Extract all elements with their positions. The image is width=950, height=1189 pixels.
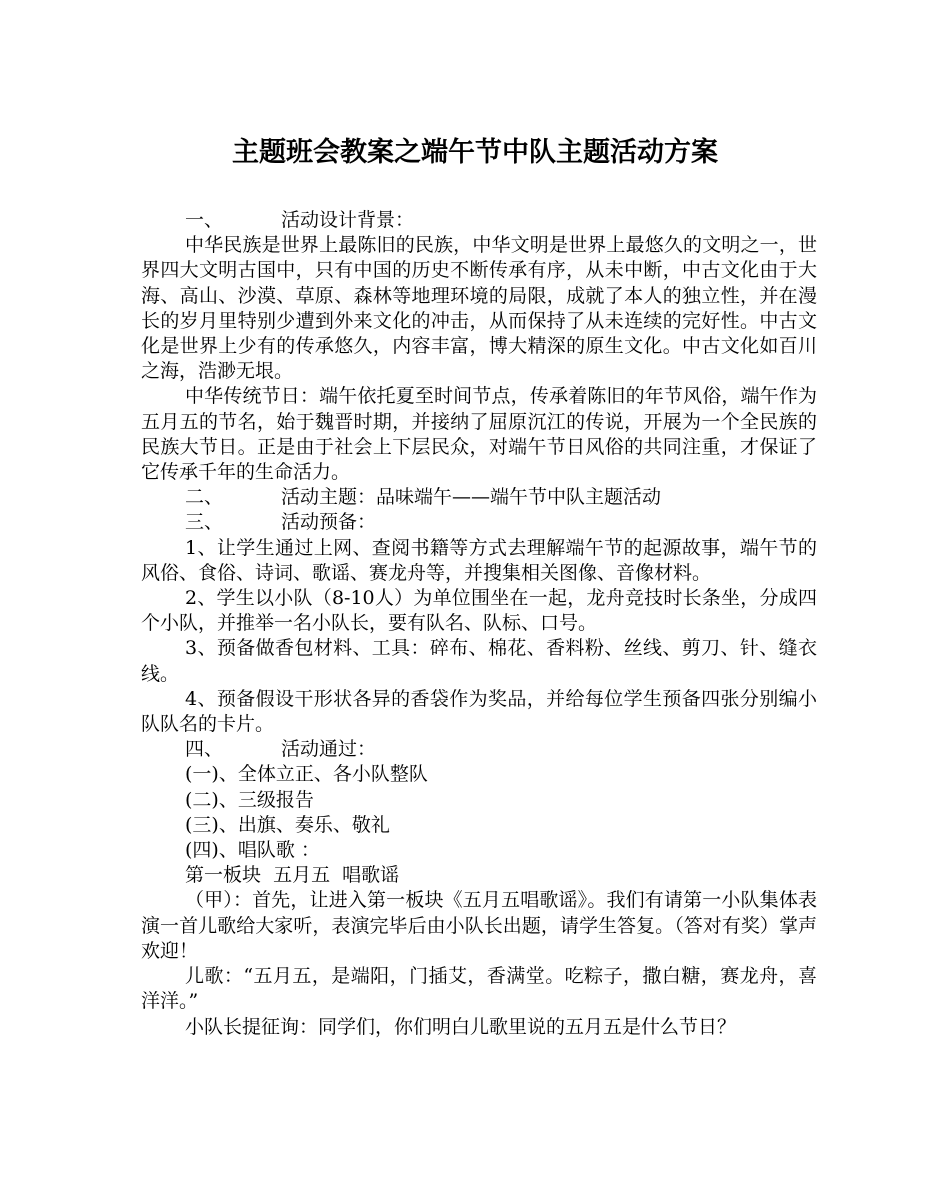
section-number: 三、 <box>185 511 224 534</box>
section-number: 二、 <box>185 486 224 509</box>
section-heading-preparation <box>141 510 817 535</box>
process-step: (一)、全体立正、各小队整队 <box>185 763 428 786</box>
document-body <box>141 208 817 1040</box>
list-item: 2、学生以小队（8-10人）为单位围坐在一起，龙舟竞技时长条坐，分成四个小队，并推举一名小队长，要有队名、队标、口号。 <box>141 587 817 635</box>
paragraph: （甲）：首先，让进入第一板块《五月五唱歌谣》。我们有请第一小队集体表演一首儿歌给大家听，表演完毕后由小队长出题，请学生答复。（答对有奖）掌声欢迎！ <box>141 889 817 962</box>
list-item: 3、预备做香包材料、工具：碎布、棉花、香料粉、丝线、剪刀、针、缝衣线。 <box>141 637 817 685</box>
paragraph: 儿歌：“五月五，是端阳，门插艾，香满堂。吃粽子，撒白糖，赛龙舟，喜洋洋。” <box>141 965 817 1013</box>
section-label: 活动通过： <box>281 738 377 761</box>
section-label: 活动预备： <box>281 511 377 534</box>
section-number: 一、 <box>185 209 224 231</box>
paragraph: 中华传统节日：端午依托夏至时间节点，传承着陈旧的年节风俗，端午作为五月五的节名，始于魏晋时期，并接纳了屈原沉江的传说，开展为一个全民族的民族大节日。正是由于社会上下层民众，对端午节日风俗的共同注重，才保证了它传承千年的生命活力。 <box>141 385 817 484</box>
block-heading: 第一板块 五月五 唱歌谣 <box>185 864 400 887</box>
paragraph: 中华民族是世界上最陈旧的民族，中华文明是世界上最悠久的文明之一，世界四大文明古国中，只有中国的历史不断传承有序，从未中断，中古文化由于大海、高山、沙漠、草原、森林等地理环境的局限，成就了本人的独立性，并在漫长的岁月里特别少遭到外来文化的冲击，从而保持了从未连续的完好性。中古文化是世界上少有的传承悠久，内容丰富，博大精深的原生文化。中古文化如百川之海，浩渺无垠。 <box>141 234 817 383</box>
section-number: 四、 <box>185 738 224 761</box>
section-heading-background <box>141 208 817 233</box>
paragraph: 小队长提征询：同学们，你们明白儿歌里说的五月五是什么节日？ <box>185 1015 737 1038</box>
process-step: (三)、出旗、奏乐、敬礼 <box>185 813 390 836</box>
section-label: 活动设计背景： <box>281 209 415 231</box>
process-step: (二)、三级报告 <box>185 788 314 811</box>
document-title: 主题班会教案之端午节中队主题活动方案 <box>232 137 718 168</box>
section-heading-theme <box>141 485 817 510</box>
section-label: 活动主题：品味端午——端午节中队主题活动 <box>281 486 662 509</box>
process-step: (四)、唱队歌 ： <box>185 839 320 862</box>
section-heading-process <box>141 737 817 762</box>
list-item: 1、让学生通过上网、查阅书籍等方式去理解端午节的起源故事，端午节的风俗、食俗、诗词、歌谣、赛龙舟等，并搜集相关图像、音像材料。 <box>141 536 817 584</box>
list-item: 4、预备假设干形状各异的香袋作为奖品，并给每位学生预备四张分别编小队队名的卡片。 <box>141 687 817 736</box>
